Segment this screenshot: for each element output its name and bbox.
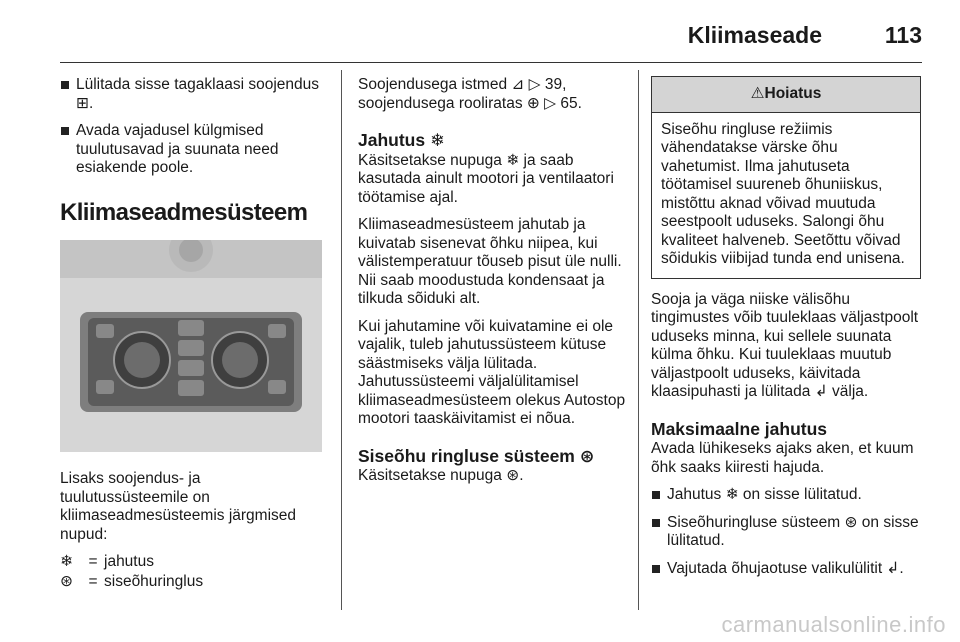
paragraph: Käsitsetakse nupuga ❄ ja saab kasutada ainult mootori ja ventilaatori töötamise ajal. — [358, 151, 614, 206]
paragraph: Lisaks soojendus- ja tuulutussüsteemile on kliimaseadmesüsteemis järgmised nupud: — [60, 470, 297, 543]
paragraph: Kliimaseadmesüsteem jahutab ja kuivatab sisenevat õhku niipea, kui välistemperatuur tõuseb pisut üle nulli. Nii saab moodustuda kondensaat ja tilkuda sõiduki alt. — [358, 216, 622, 307]
legend-row — [60, 553, 325, 572]
page-header — [60, 14, 922, 63]
recirculation-icon: ⊛ — [60, 572, 73, 590]
page-number: 113 — [884, 22, 922, 48]
section-heading: Maksimaalne jahutus — [651, 418, 828, 439]
list-item: Siseõhuringluse süsteem ⊛ on sisse lülitatud. — [651, 514, 921, 551]
paragraph: Kui jahutamine või kuivatamine ei ole vajalik, tuleb jahutussüsteem kütuse säästmiseks välja lülitada. Jahutussüsteemi väljalülitamisel kliimaseadmesüsteem olekus Autostop mootori taaskäivitamist ei nõua. — [358, 317, 626, 427]
paragraph: Avada lühikeseks ajaks aken, et kuum õhk saaks kiiresti hajuda. — [651, 440, 914, 476]
column-left — [60, 76, 325, 592]
column-middle — [358, 76, 626, 495]
page-title: Kliimaseade — [687, 22, 822, 48]
list-item: Vajutada õhujaotuse valikulülitit ↲. — [651, 560, 921, 579]
paragraph: Sooja ja väga niiske välisõhu tingimustes võib tuuleklaas väljastpoolt uduseks minna, kui sellele suunata külma õhku. Kui tuuleklaas muutub väljastpoolt uduseks, käivitada klaasipuhasti ja lülitada ↲ välja. — [651, 290, 919, 400]
equals-sign: = — [88, 553, 98, 570]
section-heading: Siseõhu ringluse süsteem ⊛ — [358, 445, 595, 466]
column-divider-left — [341, 70, 342, 610]
warning-box — [651, 76, 921, 279]
legend-row — [60, 573, 325, 592]
legend-label: jahutus — [104, 553, 154, 570]
column-divider-right — [638, 70, 639, 610]
list-item: Lülitada sisse tagaklaasi soojendus ⊞. — [60, 76, 325, 113]
list-item: Avada vajadusel külgmised tuulutusavad ja suunata need esiakende poole. — [60, 122, 325, 178]
paragraph: Käsitsetakse nupuga ⊛. — [358, 467, 524, 484]
snowflake-icon: ❄ — [60, 553, 73, 570]
paragraph: Soojendusega istmed ⊿ ▷ 39, soojendusega rooliratas ⊕ ▷ 65. — [358, 76, 582, 112]
climate-control-panel-photo — [60, 240, 322, 452]
watermark: carmanualsonline.info — [721, 612, 946, 637]
list-item: Jahutus ❄ on sisse lülitatud. — [651, 486, 921, 505]
warning-text: Siseõhu ringluse režiimis vähendatakse värske õhu vahetumist. Ilma jahutuseta töötamisel suureneb õhuniiskus, mistõttu aknad võivad muutuda seestpoolt uduseks. Salongi õhu kvaliteet halveneb. Seetõttu võivad sõidukis viibijad tunda end unisena. — [661, 120, 905, 267]
warning-title: ⚠Hoiatus — [652, 77, 920, 113]
column-right — [651, 76, 921, 587]
legend-label: siseõhuringlus — [104, 572, 204, 590]
section-heading: Kliimaseadmesüsteem — [60, 198, 308, 226]
equals-sign: = — [88, 572, 98, 590]
section-heading: Jahutus ❄ — [358, 130, 445, 150]
